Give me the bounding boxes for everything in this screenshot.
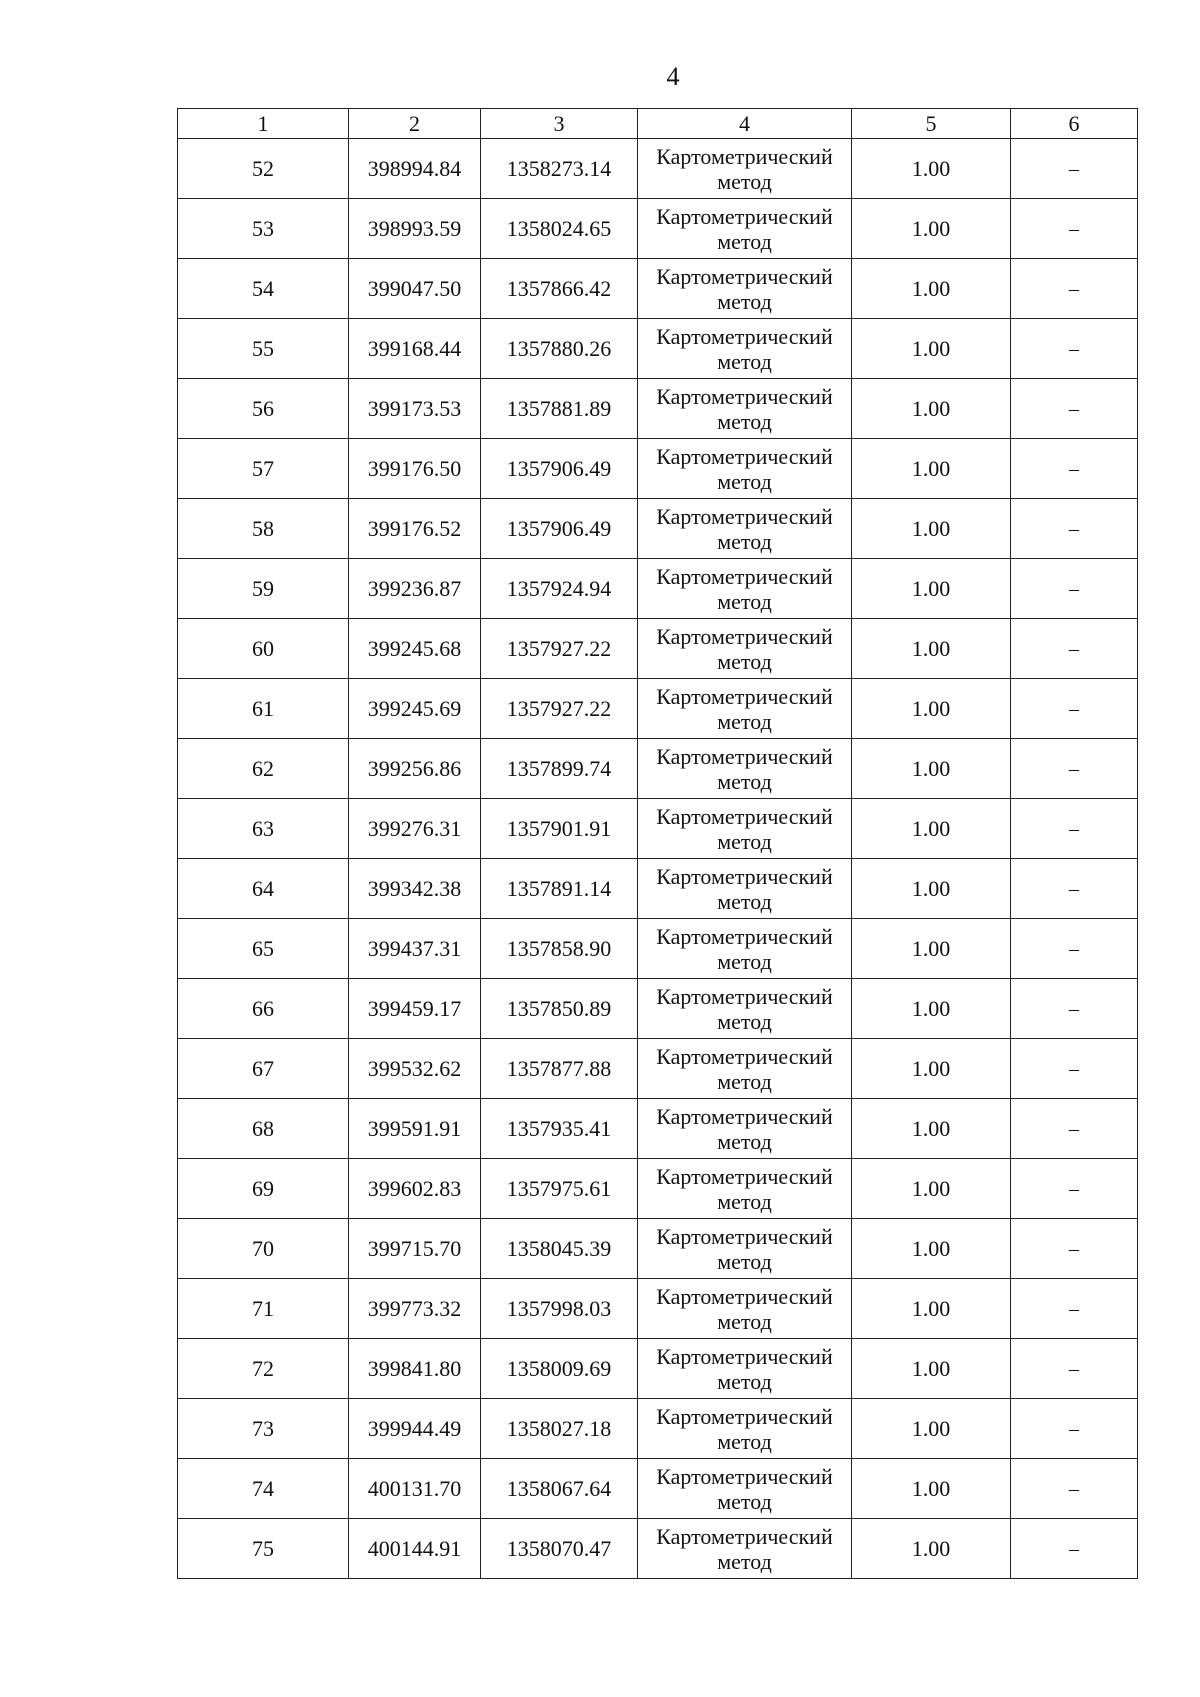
accuracy-cell: 1.00 (852, 559, 1011, 619)
table-row (178, 1339, 1138, 1399)
x-coordinate-cell: 399245.68 (349, 619, 481, 679)
note-cell: – (1011, 1339, 1138, 1399)
method-cell: Картометрический метод (638, 1219, 852, 1279)
table-row (178, 1459, 1138, 1519)
y-coordinate-cell: 1357906.49 (481, 499, 638, 559)
coordinates-table (177, 108, 1138, 1579)
note-cell: – (1011, 439, 1138, 499)
point-number-cell: 74 (178, 1459, 349, 1519)
x-coordinate-cell: 399168.44 (349, 319, 481, 379)
x-coordinate-cell: 399437.31 (349, 919, 481, 979)
point-number-cell: 53 (178, 199, 349, 259)
method-cell: Картометрический метод (638, 1519, 852, 1579)
column-header: 2 (349, 109, 481, 139)
note-cell: – (1011, 619, 1138, 679)
table-row (178, 1159, 1138, 1219)
note-cell: – (1011, 139, 1138, 199)
y-coordinate-cell: 1357858.90 (481, 919, 638, 979)
point-number-cell: 70 (178, 1219, 349, 1279)
point-number-cell: 75 (178, 1519, 349, 1579)
method-cell: Картометрический метод (638, 439, 852, 499)
note-cell: – (1011, 199, 1138, 259)
method-cell: Картометрический метод (638, 259, 852, 319)
x-coordinate-cell: 399276.31 (349, 799, 481, 859)
note-cell: – (1011, 1159, 1138, 1219)
y-coordinate-cell: 1357881.89 (481, 379, 638, 439)
accuracy-cell: 1.00 (852, 439, 1011, 499)
x-coordinate-cell: 399176.52 (349, 499, 481, 559)
note-cell: – (1011, 1399, 1138, 1459)
x-coordinate-cell: 399715.70 (349, 1219, 481, 1279)
method-cell: Картометрический метод (638, 1039, 852, 1099)
point-number-cell: 66 (178, 979, 349, 1039)
y-coordinate-cell: 1358009.69 (481, 1339, 638, 1399)
x-coordinate-cell: 399256.86 (349, 739, 481, 799)
accuracy-cell: 1.00 (852, 739, 1011, 799)
point-number-cell: 65 (178, 919, 349, 979)
x-coordinate-cell: 399047.50 (349, 259, 481, 319)
note-cell: – (1011, 1279, 1138, 1339)
method-cell: Картометрический метод (638, 379, 852, 439)
method-cell: Картометрический метод (638, 799, 852, 859)
note-cell: – (1011, 979, 1138, 1039)
method-cell: Картометрический метод (638, 619, 852, 679)
table-row (178, 1039, 1138, 1099)
accuracy-cell: 1.00 (852, 139, 1011, 199)
point-number-cell: 57 (178, 439, 349, 499)
point-number-cell: 62 (178, 739, 349, 799)
point-number-cell: 71 (178, 1279, 349, 1339)
x-coordinate-cell: 399532.62 (349, 1039, 481, 1099)
x-coordinate-cell: 399459.17 (349, 979, 481, 1039)
note-cell: – (1011, 559, 1138, 619)
x-coordinate-cell: 399591.91 (349, 1099, 481, 1159)
x-coordinate-cell: 399236.87 (349, 559, 481, 619)
accuracy-cell: 1.00 (852, 1519, 1011, 1579)
y-coordinate-cell: 1357899.74 (481, 739, 638, 799)
method-cell: Картометрический метод (638, 739, 852, 799)
method-cell: Картометрический метод (638, 499, 852, 559)
table-row (178, 979, 1138, 1039)
x-coordinate-cell: 398994.84 (349, 139, 481, 199)
method-cell: Картометрический метод (638, 1339, 852, 1399)
table-row (178, 499, 1138, 559)
table-row (178, 1099, 1138, 1159)
accuracy-cell: 1.00 (852, 1159, 1011, 1219)
y-coordinate-cell: 1357880.26 (481, 319, 638, 379)
method-cell: Картометрический метод (638, 1279, 852, 1339)
y-coordinate-cell: 1357866.42 (481, 259, 638, 319)
note-cell: – (1011, 1519, 1138, 1579)
y-coordinate-cell: 1358045.39 (481, 1219, 638, 1279)
table-row (178, 1399, 1138, 1459)
accuracy-cell: 1.00 (852, 859, 1011, 919)
point-number-cell: 59 (178, 559, 349, 619)
accuracy-cell: 1.00 (852, 619, 1011, 679)
page-number: 4 (666, 62, 680, 91)
table-row (178, 379, 1138, 439)
note-cell: – (1011, 859, 1138, 919)
table-row (178, 1219, 1138, 1279)
accuracy-cell: 1.00 (852, 799, 1011, 859)
point-number-cell: 58 (178, 499, 349, 559)
note-cell: – (1011, 739, 1138, 799)
accuracy-cell: 1.00 (852, 1339, 1011, 1399)
y-coordinate-cell: 1357906.49 (481, 439, 638, 499)
method-cell: Картометрический метод (638, 559, 852, 619)
point-number-cell: 67 (178, 1039, 349, 1099)
x-coordinate-cell: 400131.70 (349, 1459, 481, 1519)
table-row (178, 139, 1138, 199)
method-cell: Картометрический метод (638, 199, 852, 259)
table-row (178, 919, 1138, 979)
note-cell: – (1011, 679, 1138, 739)
y-coordinate-cell: 1357935.41 (481, 1099, 638, 1159)
method-cell: Картометрический метод (638, 139, 852, 199)
x-coordinate-cell: 399173.53 (349, 379, 481, 439)
point-number-cell: 72 (178, 1339, 349, 1399)
note-cell: – (1011, 1219, 1138, 1279)
column-header: 6 (1011, 109, 1138, 139)
y-coordinate-cell: 1358067.64 (481, 1459, 638, 1519)
x-coordinate-cell: 399245.69 (349, 679, 481, 739)
note-cell: – (1011, 1099, 1138, 1159)
table-row (178, 439, 1138, 499)
x-coordinate-cell: 399342.38 (349, 859, 481, 919)
y-coordinate-cell: 1358273.14 (481, 139, 638, 199)
x-coordinate-cell: 399176.50 (349, 439, 481, 499)
column-header: 1 (178, 109, 349, 139)
x-coordinate-cell: 398993.59 (349, 199, 481, 259)
y-coordinate-cell: 1358024.65 (481, 199, 638, 259)
y-coordinate-cell: 1357901.91 (481, 799, 638, 859)
y-coordinate-cell: 1357998.03 (481, 1279, 638, 1339)
y-coordinate-cell: 1357975.61 (481, 1159, 638, 1219)
point-number-cell: 60 (178, 619, 349, 679)
table-row (178, 679, 1138, 739)
y-coordinate-cell: 1357927.22 (481, 679, 638, 739)
accuracy-cell: 1.00 (852, 1099, 1011, 1159)
method-cell: Картометрический метод (638, 1099, 852, 1159)
point-number-cell: 56 (178, 379, 349, 439)
table-row (178, 1519, 1138, 1579)
x-coordinate-cell: 399944.49 (349, 1399, 481, 1459)
method-cell: Картометрический метод (638, 979, 852, 1039)
method-cell: Картометрический метод (638, 319, 852, 379)
note-cell: – (1011, 379, 1138, 439)
table-row (178, 739, 1138, 799)
table-header-row (178, 109, 1138, 139)
note-cell: – (1011, 1039, 1138, 1099)
table-row (178, 799, 1138, 859)
method-cell: Картометрический метод (638, 1159, 852, 1219)
point-number-cell: 63 (178, 799, 349, 859)
method-cell: Картометрический метод (638, 1399, 852, 1459)
table-row (178, 319, 1138, 379)
y-coordinate-cell: 1357924.94 (481, 559, 638, 619)
x-coordinate-cell: 399773.32 (349, 1279, 481, 1339)
y-coordinate-cell: 1358070.47 (481, 1519, 638, 1579)
accuracy-cell: 1.00 (852, 499, 1011, 559)
table-row (178, 559, 1138, 619)
point-number-cell: 55 (178, 319, 349, 379)
table-row (178, 859, 1138, 919)
x-coordinate-cell: 399841.80 (349, 1339, 481, 1399)
note-cell: – (1011, 319, 1138, 379)
accuracy-cell: 1.00 (852, 379, 1011, 439)
note-cell: – (1011, 1459, 1138, 1519)
column-header: 5 (852, 109, 1011, 139)
x-coordinate-cell: 400144.91 (349, 1519, 481, 1579)
column-header: 3 (481, 109, 638, 139)
method-cell: Картометрический метод (638, 919, 852, 979)
accuracy-cell: 1.00 (852, 1399, 1011, 1459)
y-coordinate-cell: 1358027.18 (481, 1399, 638, 1459)
method-cell: Картометрический метод (638, 859, 852, 919)
note-cell: – (1011, 499, 1138, 559)
point-number-cell: 69 (178, 1159, 349, 1219)
point-number-cell: 52 (178, 139, 349, 199)
table-body (178, 109, 1138, 1579)
accuracy-cell: 1.00 (852, 1219, 1011, 1279)
x-coordinate-cell: 399602.83 (349, 1159, 481, 1219)
accuracy-cell: 1.00 (852, 319, 1011, 379)
point-number-cell: 54 (178, 259, 349, 319)
column-header: 4 (638, 109, 852, 139)
point-number-cell: 68 (178, 1099, 349, 1159)
accuracy-cell: 1.00 (852, 259, 1011, 319)
accuracy-cell: 1.00 (852, 1039, 1011, 1099)
table-row (178, 1279, 1138, 1339)
accuracy-cell: 1.00 (852, 1279, 1011, 1339)
point-number-cell: 73 (178, 1399, 349, 1459)
y-coordinate-cell: 1357850.89 (481, 979, 638, 1039)
accuracy-cell: 1.00 (852, 919, 1011, 979)
point-number-cell: 64 (178, 859, 349, 919)
y-coordinate-cell: 1357877.88 (481, 1039, 638, 1099)
note-cell: – (1011, 919, 1138, 979)
table-row (178, 259, 1138, 319)
table-row (178, 619, 1138, 679)
accuracy-cell: 1.00 (852, 199, 1011, 259)
note-cell: – (1011, 799, 1138, 859)
accuracy-cell: 1.00 (852, 679, 1011, 739)
accuracy-cell: 1.00 (852, 979, 1011, 1039)
y-coordinate-cell: 1357891.14 (481, 859, 638, 919)
accuracy-cell: 1.00 (852, 1459, 1011, 1519)
method-cell: Картометрический метод (638, 679, 852, 739)
table-row (178, 199, 1138, 259)
point-number-cell: 61 (178, 679, 349, 739)
method-cell: Картометрический метод (638, 1459, 852, 1519)
note-cell: – (1011, 259, 1138, 319)
y-coordinate-cell: 1357927.22 (481, 619, 638, 679)
